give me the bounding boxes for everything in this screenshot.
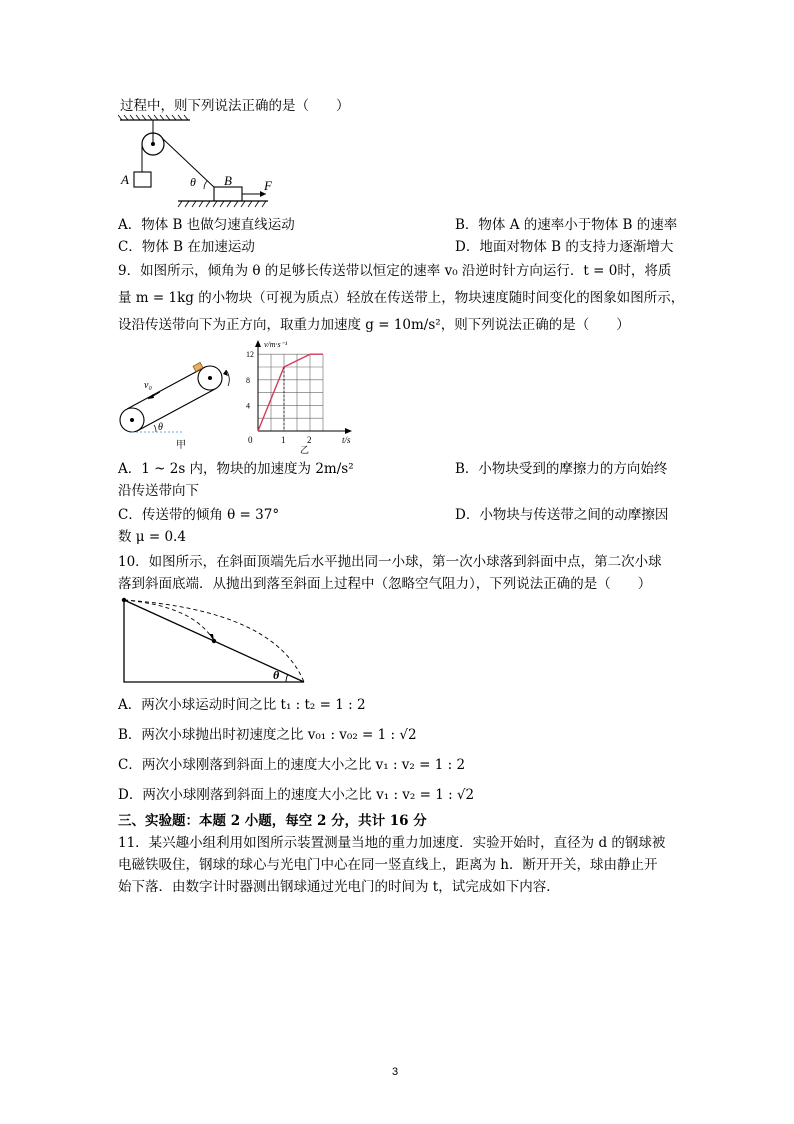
q10-option-b: B．两次小球抛出时初速度之比 v₀₁ : v₀₂ = 1 : √2 [118, 727, 417, 743]
q9-option-d-line1: D．小物块与传送带之间的动摩擦因 [455, 507, 669, 523]
q9-line-3: 设沿传送带向下为正方向，取重力加速度 g = 10m/s²，则下列说法正确的是（ ） [118, 317, 630, 333]
label-A: A [121, 172, 129, 187]
q8-option-c: C．物体 B 在加速运动 [118, 239, 255, 255]
page-number: 3 [392, 1066, 399, 1078]
q9-conveyor-figure [118, 358, 248, 454]
label-theta: θ [190, 175, 196, 189]
q8-option-d: D．地面对物体 B 的支持力逐渐增大 [455, 239, 674, 255]
q11-line-3: 始下落．由数字计时器测出钢球通过光电门的时间为 t，试完成如下内容． [118, 879, 560, 895]
chart-ytick-label: 4 [246, 401, 250, 411]
q9-line-1: 9．如图所示，倾角为 θ 的足够长传送带以恒定的速率 v₀ 沿逆时针方向运行．t = 0时，将质 [118, 263, 672, 279]
chart-xlabel: t/s [342, 435, 351, 445]
q9-vt-chart [244, 337, 374, 459]
q10-line-1: 10．如图所示，在斜面顶端先后水平抛出同一小球，第一次小球落到斜面中点，第二次小球 [118, 554, 662, 570]
label-conveyor-theta: θ [158, 422, 163, 433]
q11-line-2: 电磁铁吸住，钢球的球心与光电门中心在同一竖直线上，距离为 h．断开开关，球由静止开 [118, 857, 658, 873]
label-incline-theta: θ [273, 668, 280, 682]
q10-option-c: C．两次小球刚落到斜面上的速度大小之比 v₁ : v₂ = 1 : 2 [118, 757, 466, 773]
q8-option-b: B．物体 A 的速率小于物体 B 的速率 [455, 217, 678, 233]
label-B: B [224, 173, 232, 188]
caption-jia: 甲 [176, 440, 186, 450]
q8-option-a: A．物体 B 也做匀速直线运动 [118, 217, 295, 233]
q10-incline-figure [118, 592, 308, 690]
q9-option-b-line2: 沿传送带向下 [118, 483, 199, 499]
caption-yi: 乙 [300, 445, 310, 455]
q10-option-a: A．两次小球运动时间之比 t₁ : t₂ = 1 : 2 [118, 697, 366, 713]
q9-option-a: A．1 ~ 2s 内，物块的加速度为 2m/s² [118, 461, 354, 477]
q10-option-d: D．两次小球刚落到斜面上的速度大小之比 v₁ : v₂ = 1 : √2 [118, 787, 475, 803]
q9-option-c: C．传送带的倾角 θ = 37° [118, 507, 280, 523]
q10-line-2: 落到斜面底端．从抛出到落至斜面上过程中（忽略空气阻力），下列说法正确的是（ ） [118, 576, 652, 592]
q8-stem-tail: 过程中，则下列说法正确的是（ ） [120, 98, 350, 114]
chart-ytick-label: 8 [246, 375, 250, 385]
q9-line-2: 量 m = 1kg 的小物块（可视为质点）轻放在传送带上，物块速度随时间变化的图象如图所示， [118, 290, 685, 306]
q9-option-d-line2: 数 μ = 0.4 [118, 529, 186, 545]
label-v0: v₀ [144, 380, 152, 391]
label-F: F [264, 178, 272, 193]
chart-origin: 0 [248, 435, 253, 445]
chart-ytick-label: 12 [246, 350, 254, 360]
q11-line-1: 11．某兴趣小组利用如图所示装置测量当地的重力加速度．实验开始时，直径为 d 的钢球被 [118, 835, 666, 851]
q9-option-b-line1: B．小物块受到的摩擦力的方向始终 [455, 461, 668, 477]
q8-pulley-figure [118, 114, 278, 216]
section-heading: 三、实验题：本题 2 小题，每空 2 分，共计 16 分 [118, 813, 427, 829]
chart-xtick-label: 1 [281, 435, 286, 445]
chart-ylabel: v/m·s⁻¹ [264, 340, 288, 349]
chart-xtick-label: 2 [307, 435, 312, 445]
